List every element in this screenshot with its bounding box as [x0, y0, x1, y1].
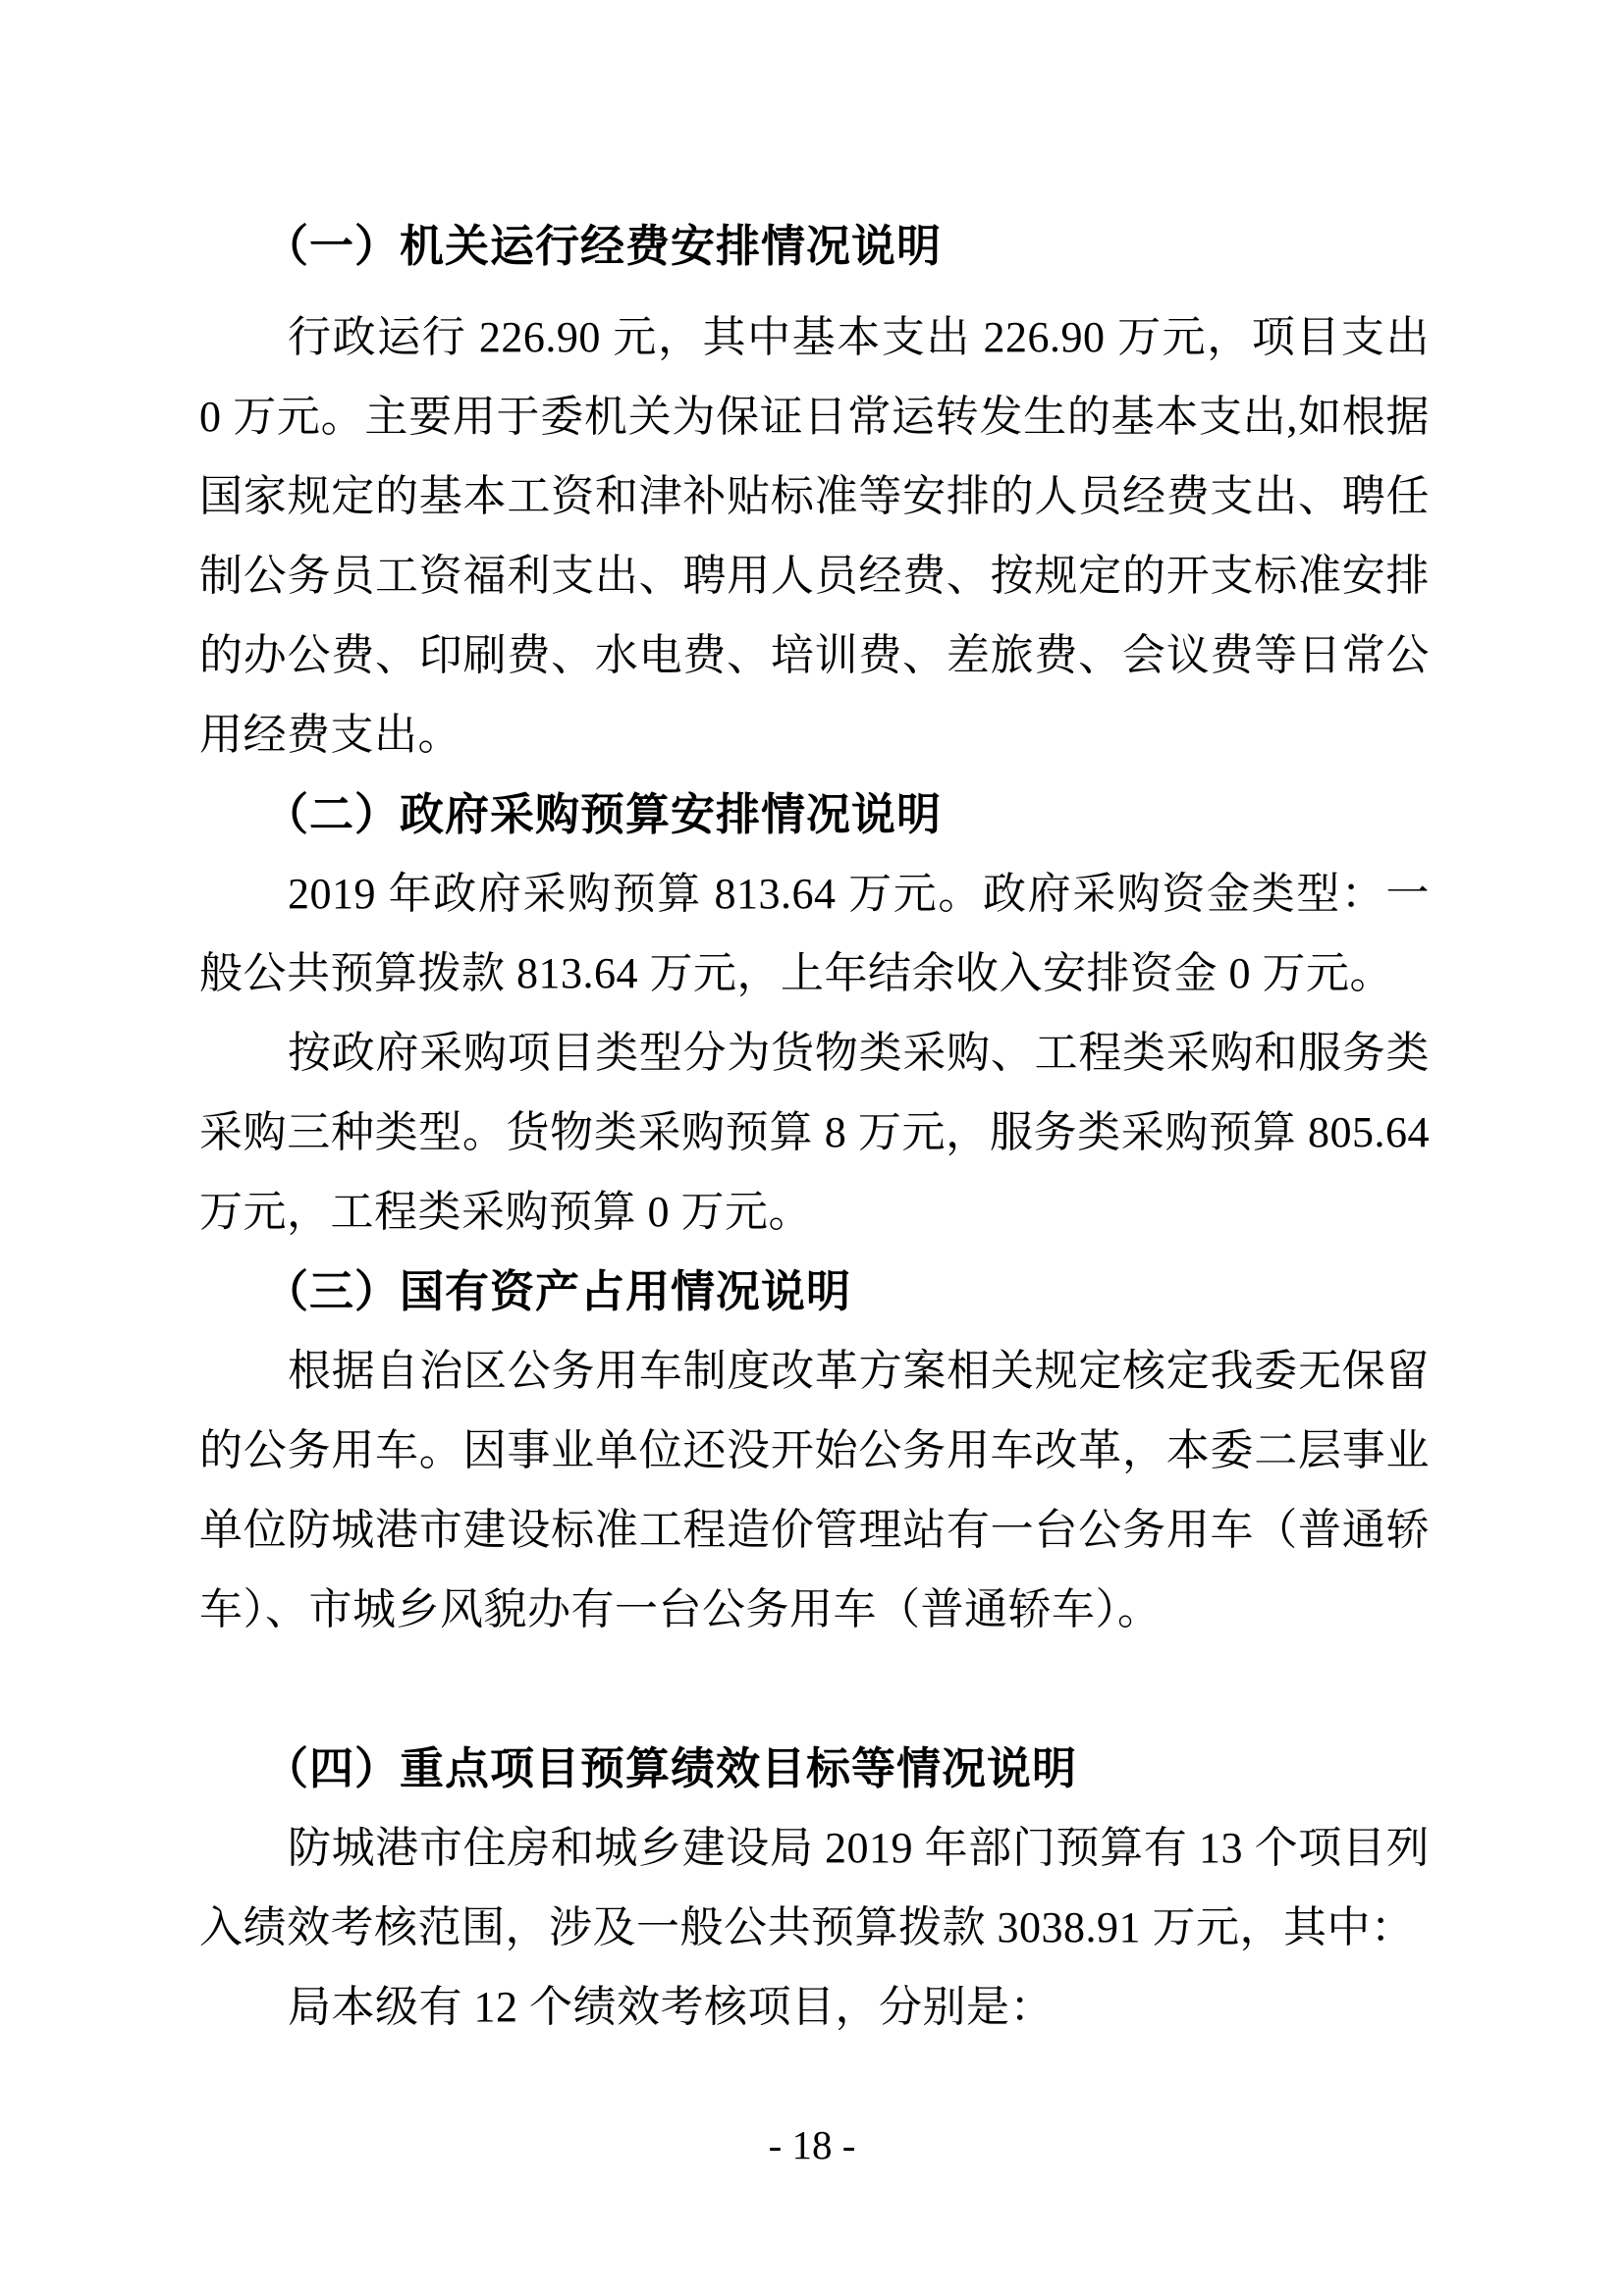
section-4-paragraph-1: 防城港市住房和城乡建设局 2019 年部门预算有 13 个项目列入绩效考核范围，涉及一般公共预算拨款 3038.91 万元，其中： — [199, 1824, 1430, 1951]
section-1-paragraph-1: 行政运行 226.90 元，其中基本支出 226.90 万元，项目支出 0 万元。主要用于委机关为保证日常运转发生的基本支出,如根据国家规定的基本工资和津补贴标准等安排的人员经费支出、聘任制公务员工资福利支出、聘用人员经费、按规定的开支标准安排的办公费、印刷费、水电费、培训费、差旅费、会议费等日常公用经费支出。 — [199, 313, 1430, 759]
page-number: - 18 - — [768, 2122, 856, 2167]
document-body — [199, 206, 1430, 2047]
section-heading-4: （四）重点项目预算绩效目标等情况说明 — [264, 1743, 1078, 1793]
section-heading-3: （三）国有资产占用情况说明 — [264, 1266, 852, 1316]
section-2-paragraph-1: 2019 年政府采购预算 813.64 万元。政府采购资金类型：一般公共预算拨款 813.64 万元，上年结余收入安排资金 0 万元。 — [199, 870, 1430, 997]
blank-line — [199, 1649, 1430, 1729]
section-3-paragraph-1: 根据自治区公务用车制度改革方案相关规定核定我委无保留的公务用车。因事业单位还没开始公务用车改革，本委二层事业单位防城港市建设标准工程造价管理站有一台公务用车（普通轿车）、市城乡风貌办有一台公务用车（普通轿车）。 — [199, 1347, 1430, 1633]
section-heading-1: （一）机关运行经费安排情况说明 — [264, 221, 943, 271]
section-4-paragraph-2: 局本级有 12 个绩效考核项目，分别是： — [288, 1983, 1054, 2031]
section-2-paragraph-2: 按政府采购项目类型分为货物类采购、工程类采购和服务类采购三种类型。货物类采购预算 8 万元，服务类采购预算 805.64 万元，工程类采购预算 0 万元。 — [199, 1029, 1430, 1236]
section-heading-2: （二）政府采购预算安排情况说明 — [264, 789, 943, 839]
